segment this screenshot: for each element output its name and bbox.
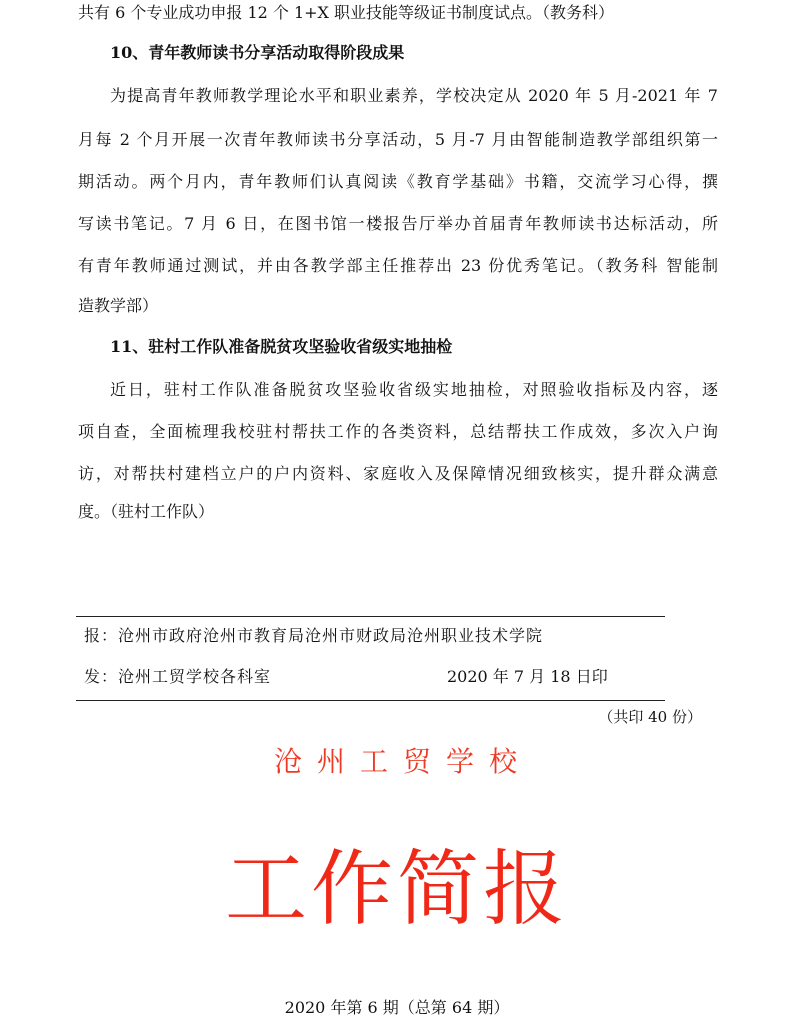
item10-heading: 10、青年教师读书分享活动取得阶段成果 xyxy=(110,43,405,62)
item11-heading: 11、驻村工作队准备脱贫攻坚验收省级实地抽检 xyxy=(110,337,453,356)
report-to-line: 报：沧州市政府沧州市教育局沧州市财政局沧州职业技术学院 xyxy=(84,626,544,645)
item11-line-3: 访，对帮扶村建档立户的户内资料、家庭收入及保障情况细致核实，提升群众满意 xyxy=(78,464,718,483)
item10-line-5: 有青年教师通过测试，并由各教学部主任推荐出 23 份优秀笔记。（教务科 智能制 xyxy=(78,256,718,275)
send-to-line: 发：沧州工贸学校各科室 xyxy=(84,667,272,686)
item10-line-2: 月每 2 个月开展一次青年教师读书分享活动，5 月-7 月由智能制造教学部组织第一 xyxy=(78,130,718,149)
distribution-bottom-rule xyxy=(76,700,665,701)
continued-paragraph-line: 共有 6 个专业成功申报 12 个 1+X 职业技能等级证书制度试点。（教务科） xyxy=(78,3,615,22)
item10-line-4: 写读书笔记。7 月 6 日，在图书馆一楼报告厅举办首届青年教师读书达标活动，所 xyxy=(78,214,718,233)
print-date: 2020 年 7 月 18 日印 xyxy=(447,667,608,686)
item11-line-1: 近日，驻村工作队准备脱贫攻坚验收省级实地抽检，对照验收指标及内容，逐 xyxy=(110,380,718,399)
copies-count: （共印 40 份） xyxy=(598,708,702,726)
distribution-top-rule xyxy=(76,616,665,617)
item11-line-2: 项自查，全面梳理我校驻村帮扶工作的各类资料，总结帮扶工作成效，多次入户询 xyxy=(78,422,718,441)
school-name: 沧州工贸学校 xyxy=(273,745,532,778)
bulletin-title: 工作简报 xyxy=(224,842,569,937)
item11-line-4: 度。（驻村工作队） xyxy=(78,502,215,521)
item10-line-3: 期活动。两个月内，青年教师们认真阅读《教育学基础》书籍，交流学习心得，撰 xyxy=(78,172,718,191)
item10-line-6: 造教学部） xyxy=(78,296,159,315)
issue-number: 2020 年第 6 期（总第 64 期） xyxy=(284,998,510,1017)
item10-line-1: 为提高青年教师教学理论水平和职业素养，学校决定从 2020 年 5 月-2021 年 7 xyxy=(110,86,718,105)
